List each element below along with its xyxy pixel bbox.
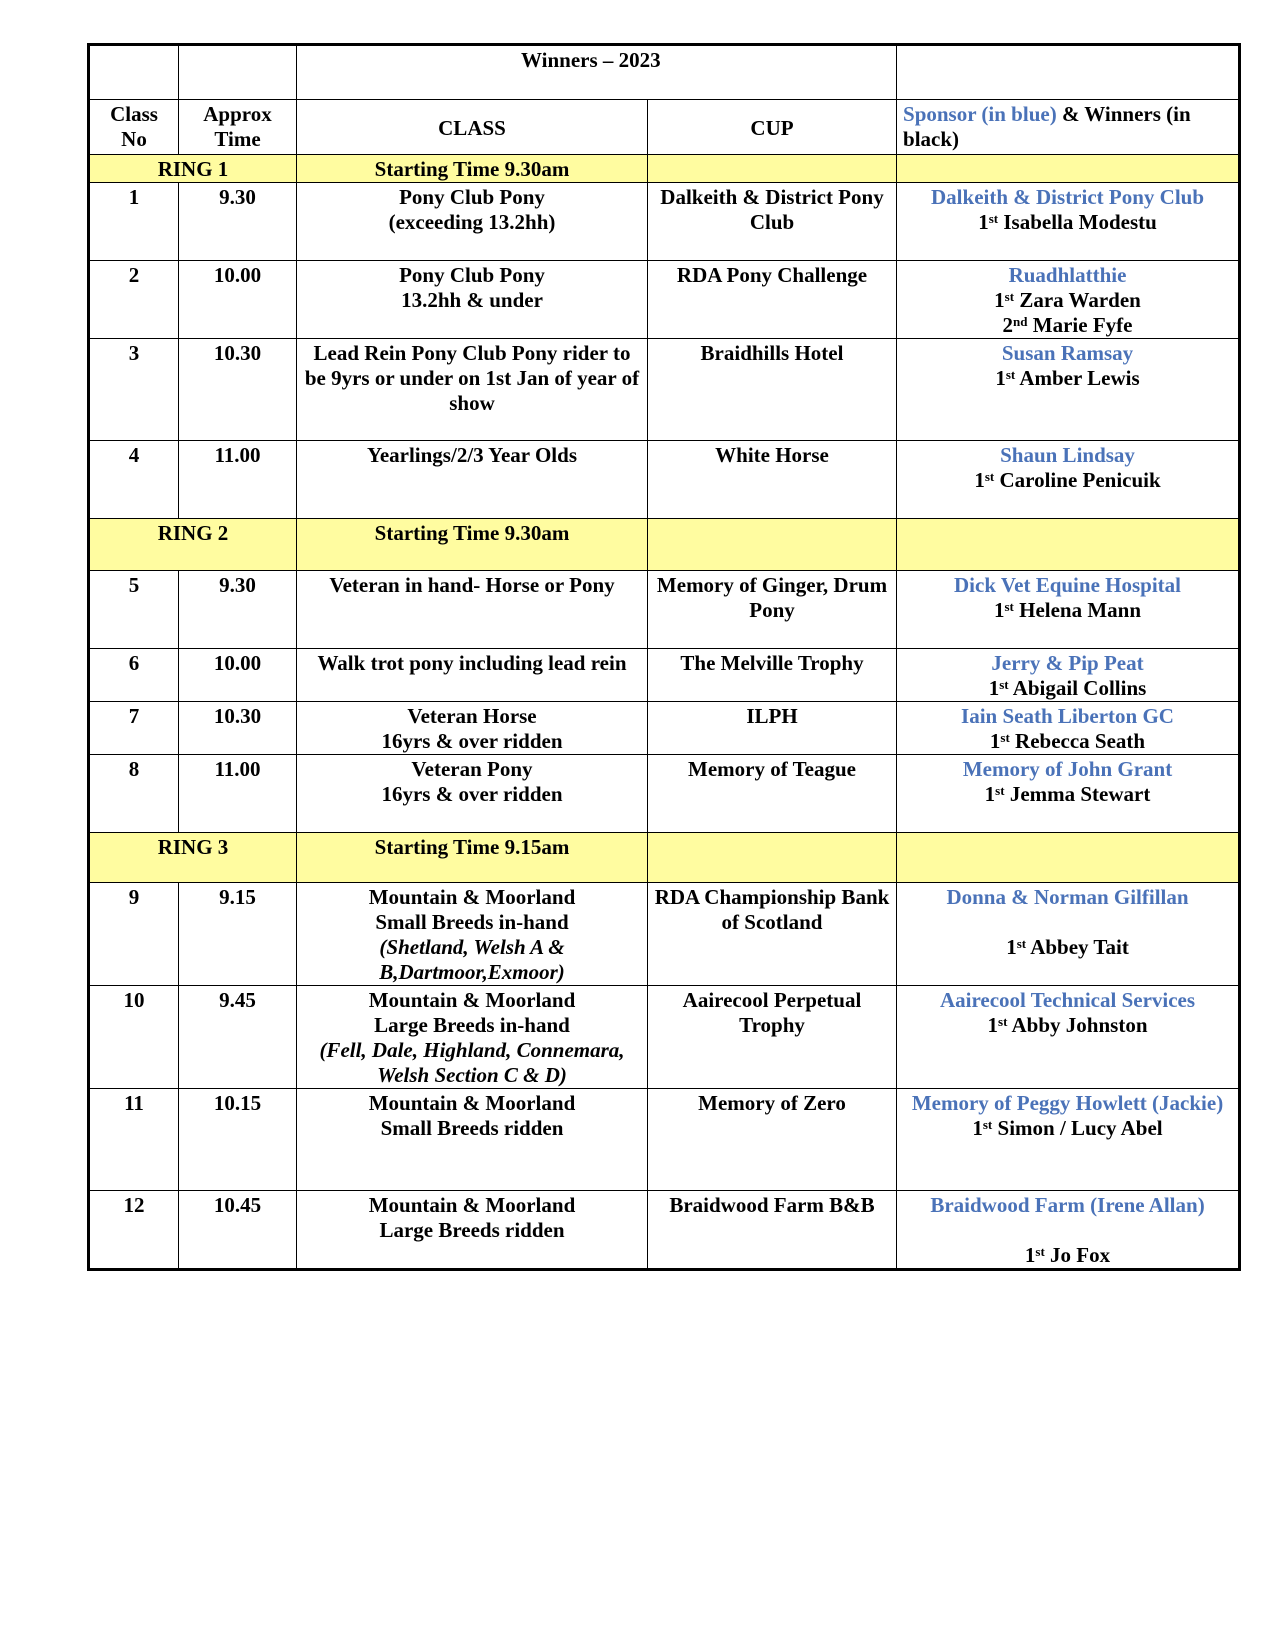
class-line: Mountain & Moorland bbox=[368, 1091, 576, 1115]
table-row bbox=[89, 883, 1240, 986]
winner bbox=[903, 313, 1232, 338]
class-line: Veteran Horse bbox=[407, 704, 537, 728]
sponsor-winners bbox=[897, 441, 1240, 519]
winner-name: Jo Fox bbox=[1050, 1243, 1111, 1267]
winner-place: 1 bbox=[993, 598, 1005, 622]
winner-place-suffix: st bbox=[1035, 1244, 1045, 1259]
page-title: Winners – 2023 bbox=[297, 45, 897, 100]
header-class-no: Class No bbox=[89, 100, 179, 155]
winner-place: 1 bbox=[994, 288, 1005, 312]
sponsor-name: Memory of Peggy Howlett (Jackie) bbox=[911, 1091, 1224, 1115]
winner-name: Jemma Stewart bbox=[1009, 782, 1151, 806]
class-name bbox=[297, 1191, 648, 1270]
approx-time: 10.15 bbox=[179, 1089, 297, 1191]
class-name bbox=[297, 339, 648, 441]
sponsor-winners bbox=[897, 755, 1240, 833]
sponsor-winners bbox=[897, 649, 1240, 702]
winner-name: Helena Mann bbox=[1019, 598, 1142, 622]
ring-start-time: Starting Time 9.30am bbox=[297, 155, 648, 183]
class-name bbox=[297, 571, 648, 649]
winner-name: Zara Warden bbox=[1019, 288, 1141, 312]
winner-place: 1 bbox=[1006, 935, 1017, 959]
ring-header-row bbox=[89, 155, 1240, 183]
table-row bbox=[89, 339, 1240, 441]
class-name bbox=[297, 755, 648, 833]
sponsor-name: Dick Vet Equine Hospital bbox=[954, 573, 1181, 597]
class-no: 9 bbox=[89, 883, 179, 986]
class-name bbox=[297, 649, 648, 702]
sponsor-winners bbox=[897, 1191, 1240, 1270]
winner-place-suffix: st bbox=[1004, 289, 1015, 304]
approx-time: 10.45 bbox=[179, 1191, 297, 1270]
sponsor-winners bbox=[897, 261, 1240, 339]
winner-name: Amber Lewis bbox=[1019, 366, 1140, 390]
table-row bbox=[89, 755, 1240, 833]
table-row bbox=[89, 1191, 1240, 1270]
class-line: Large Breeds ridden bbox=[379, 1218, 565, 1242]
winner bbox=[903, 782, 1232, 807]
class-no: 2 bbox=[89, 261, 179, 339]
header-cup: CUP bbox=[648, 100, 897, 155]
cup-name: ILPH bbox=[648, 702, 897, 755]
winners-label: & Winners (in black) bbox=[903, 102, 1191, 151]
ring-name: RING 1 bbox=[89, 155, 297, 183]
winner-place-suffix: st bbox=[999, 677, 1009, 692]
class-line: 16yrs & over ridden bbox=[381, 729, 563, 753]
winner-name: Abby Johnston bbox=[1011, 1013, 1148, 1037]
table-row bbox=[89, 986, 1240, 1089]
winner bbox=[903, 1243, 1232, 1268]
cup-name: White Horse bbox=[648, 441, 897, 519]
sponsor-name: Ruadhlatthie bbox=[1008, 263, 1127, 287]
ring-header-row bbox=[89, 519, 1240, 571]
cup-name: Braidhills Hotel bbox=[648, 339, 897, 441]
cup-name: The Melville Trophy bbox=[648, 649, 897, 702]
sponsor-winners bbox=[897, 1089, 1240, 1191]
header-sponsor-winners bbox=[897, 100, 1240, 155]
header-class: CLASS bbox=[297, 100, 648, 155]
sponsor-winners bbox=[897, 702, 1240, 755]
approx-time: 9.30 bbox=[179, 183, 297, 261]
class-line: Pony Club Pony bbox=[399, 185, 545, 209]
winner-place-suffix: st bbox=[1005, 367, 1016, 382]
class-breeds: (Shetland, Welsh A & B,Dartmoor,Exmoor) bbox=[379, 935, 565, 984]
sponsor-name: Jerry & Pip Peat bbox=[991, 651, 1144, 675]
sponsor-name: Braidwood Farm (Irene Allan) bbox=[930, 1193, 1205, 1217]
class-no: 12 bbox=[89, 1191, 179, 1270]
class-no: 8 bbox=[89, 755, 179, 833]
class-name bbox=[297, 441, 648, 519]
winner bbox=[903, 210, 1232, 235]
winner bbox=[903, 1116, 1232, 1141]
winner-name: Abbey Tait bbox=[1030, 935, 1129, 959]
cup-name: RDA Championship Bank of Scotland bbox=[648, 883, 897, 986]
sponsor-name: Aairecool Technical Services bbox=[939, 988, 1196, 1012]
cup-name: Aairecool Perpetual Trophy bbox=[648, 986, 897, 1089]
class-line: Small Breeds ridden bbox=[380, 1116, 564, 1140]
sponsor-name: Memory of John Grant bbox=[962, 757, 1173, 781]
winner-place: 2 bbox=[1002, 313, 1014, 337]
class-line: (exceeding 13.2hh) bbox=[388, 210, 556, 234]
winner bbox=[903, 1013, 1232, 1038]
class-name bbox=[297, 883, 648, 986]
winner-place: 1 bbox=[987, 1013, 999, 1037]
winner-place: 1 bbox=[978, 210, 989, 234]
winner-place-suffix: st bbox=[1000, 730, 1010, 745]
winner bbox=[903, 598, 1232, 623]
ring-name: RING 2 bbox=[89, 519, 297, 571]
winner-place: 1 bbox=[1024, 1243, 1036, 1267]
winners-table bbox=[87, 43, 1241, 1271]
winner-place: 1 bbox=[972, 1116, 983, 1140]
class-line: Veteran in hand- Horse or Pony bbox=[329, 573, 615, 597]
table-row bbox=[89, 261, 1240, 339]
header-row bbox=[89, 100, 1240, 155]
approx-time: 10.30 bbox=[179, 702, 297, 755]
sponsor-name: Shaun Lindsay bbox=[1000, 443, 1135, 467]
class-line: Mountain & Moorland bbox=[368, 885, 576, 909]
winner-place-suffix: st bbox=[995, 783, 1005, 798]
winner-place-suffix: st bbox=[982, 1117, 993, 1132]
winner-name: Marie Fyfe bbox=[1032, 313, 1133, 337]
approx-time: 11.00 bbox=[179, 755, 297, 833]
class-breeds: (Fell, Dale, Highland, Connemara, Welsh Section C & D) bbox=[319, 1038, 625, 1087]
class-name bbox=[297, 183, 648, 261]
sponsor-name: Iain Seath Liberton GC bbox=[961, 704, 1174, 728]
winner bbox=[903, 288, 1232, 313]
class-name bbox=[297, 986, 648, 1089]
class-line: Pony Club Pony bbox=[399, 263, 545, 287]
class-no: 1 bbox=[89, 183, 179, 261]
winner-place: 1 bbox=[974, 468, 985, 492]
winner bbox=[903, 366, 1232, 391]
approx-time: 9.30 bbox=[179, 571, 297, 649]
winner-place-suffix: st bbox=[984, 469, 995, 484]
winner-place: 1 bbox=[995, 366, 1006, 390]
winner-name: Simon / Lucy Abel bbox=[997, 1116, 1163, 1140]
ring-header-row bbox=[89, 833, 1240, 883]
cup-name: Dalkeith & District Pony Club bbox=[648, 183, 897, 261]
ring-start-time: Starting Time 9.30am bbox=[297, 519, 648, 571]
class-line: Mountain & Moorland bbox=[368, 1193, 576, 1217]
class-line: 13.2hh & under bbox=[401, 288, 543, 312]
sponsor-winners bbox=[897, 339, 1240, 441]
winner bbox=[903, 935, 1232, 960]
winner-place-suffix: st bbox=[1004, 599, 1014, 614]
sponsor-winners bbox=[897, 183, 1240, 261]
winner bbox=[903, 676, 1232, 701]
sponsor-name: Donna & Norman Gilfillan bbox=[946, 885, 1189, 909]
class-no: 5 bbox=[89, 571, 179, 649]
class-line: 16yrs & over ridden bbox=[381, 782, 563, 806]
cup-name: RDA Pony Challenge bbox=[648, 261, 897, 339]
table-row bbox=[89, 183, 1240, 261]
approx-time: 10.00 bbox=[179, 261, 297, 339]
cup-name: Memory of Teague bbox=[648, 755, 897, 833]
class-no: 11 bbox=[89, 1089, 179, 1191]
approx-time: 9.15 bbox=[179, 883, 297, 986]
class-no: 6 bbox=[89, 649, 179, 702]
sponsor-winners bbox=[897, 571, 1240, 649]
class-line: Small Breeds in-hand bbox=[375, 910, 569, 934]
winner-place-suffix: st bbox=[1016, 936, 1027, 951]
class-line: Yearlings/2/3 Year Olds bbox=[366, 443, 577, 467]
class-line: Large Breeds in-hand bbox=[374, 1013, 570, 1037]
class-no: 4 bbox=[89, 441, 179, 519]
table-row bbox=[89, 1089, 1240, 1191]
class-no: 7 bbox=[89, 702, 179, 755]
winner-place: 1 bbox=[988, 676, 1000, 700]
class-no: 3 bbox=[89, 339, 179, 441]
cup-name: Braidwood Farm B&B bbox=[648, 1191, 897, 1270]
table-row bbox=[89, 441, 1240, 519]
class-name bbox=[297, 702, 648, 755]
sponsor-winners bbox=[897, 883, 1240, 986]
ring-start-time: Starting Time 9.15am bbox=[297, 833, 648, 883]
class-line: Lead Rein Pony Club Pony rider to be 9yrs or under on 1st Jan of year of show bbox=[304, 341, 640, 415]
table-row bbox=[89, 649, 1240, 702]
table-row bbox=[89, 702, 1240, 755]
ring-name: RING 3 bbox=[89, 833, 297, 883]
sponsor-label: Sponsor (in blue) bbox=[903, 102, 1057, 126]
winner-name: Caroline Penicuik bbox=[999, 468, 1161, 492]
winner-place-suffix: st bbox=[998, 1014, 1008, 1029]
class-line: Veteran Pony bbox=[411, 757, 533, 781]
class-line: Walk trot pony including lead rein bbox=[317, 651, 627, 675]
approx-time: 10.00 bbox=[179, 649, 297, 702]
cup-name: Memory of Ginger, Drum Pony bbox=[648, 571, 897, 649]
sponsor-name: Dalkeith & District Pony Club bbox=[931, 185, 1205, 209]
winner-place-suffix: st bbox=[988, 211, 999, 226]
header-approx-time: Approx Time bbox=[179, 100, 297, 155]
winner-name: Rebecca Seath bbox=[1015, 729, 1146, 753]
winner-place-suffix: nd bbox=[1013, 314, 1028, 329]
title-row bbox=[89, 45, 1240, 100]
approx-time: 10.30 bbox=[179, 339, 297, 441]
table-row bbox=[89, 571, 1240, 649]
sponsor-name: Susan Ramsay bbox=[1001, 341, 1134, 365]
cup-name: Memory of Zero bbox=[648, 1089, 897, 1191]
class-name bbox=[297, 1089, 648, 1191]
winner-name: Isabella Modestu bbox=[1003, 210, 1157, 234]
approx-time: 11.00 bbox=[179, 441, 297, 519]
class-no: 10 bbox=[89, 986, 179, 1089]
approx-time: 9.45 bbox=[179, 986, 297, 1089]
class-name bbox=[297, 261, 648, 339]
winner-place: 1 bbox=[989, 729, 1001, 753]
winner bbox=[903, 729, 1232, 754]
winner bbox=[903, 468, 1232, 493]
winner-place: 1 bbox=[984, 782, 996, 806]
winner-name: Abigail Collins bbox=[1012, 676, 1147, 700]
class-line: Mountain & Moorland bbox=[368, 988, 576, 1012]
sponsor-winners bbox=[897, 986, 1240, 1089]
